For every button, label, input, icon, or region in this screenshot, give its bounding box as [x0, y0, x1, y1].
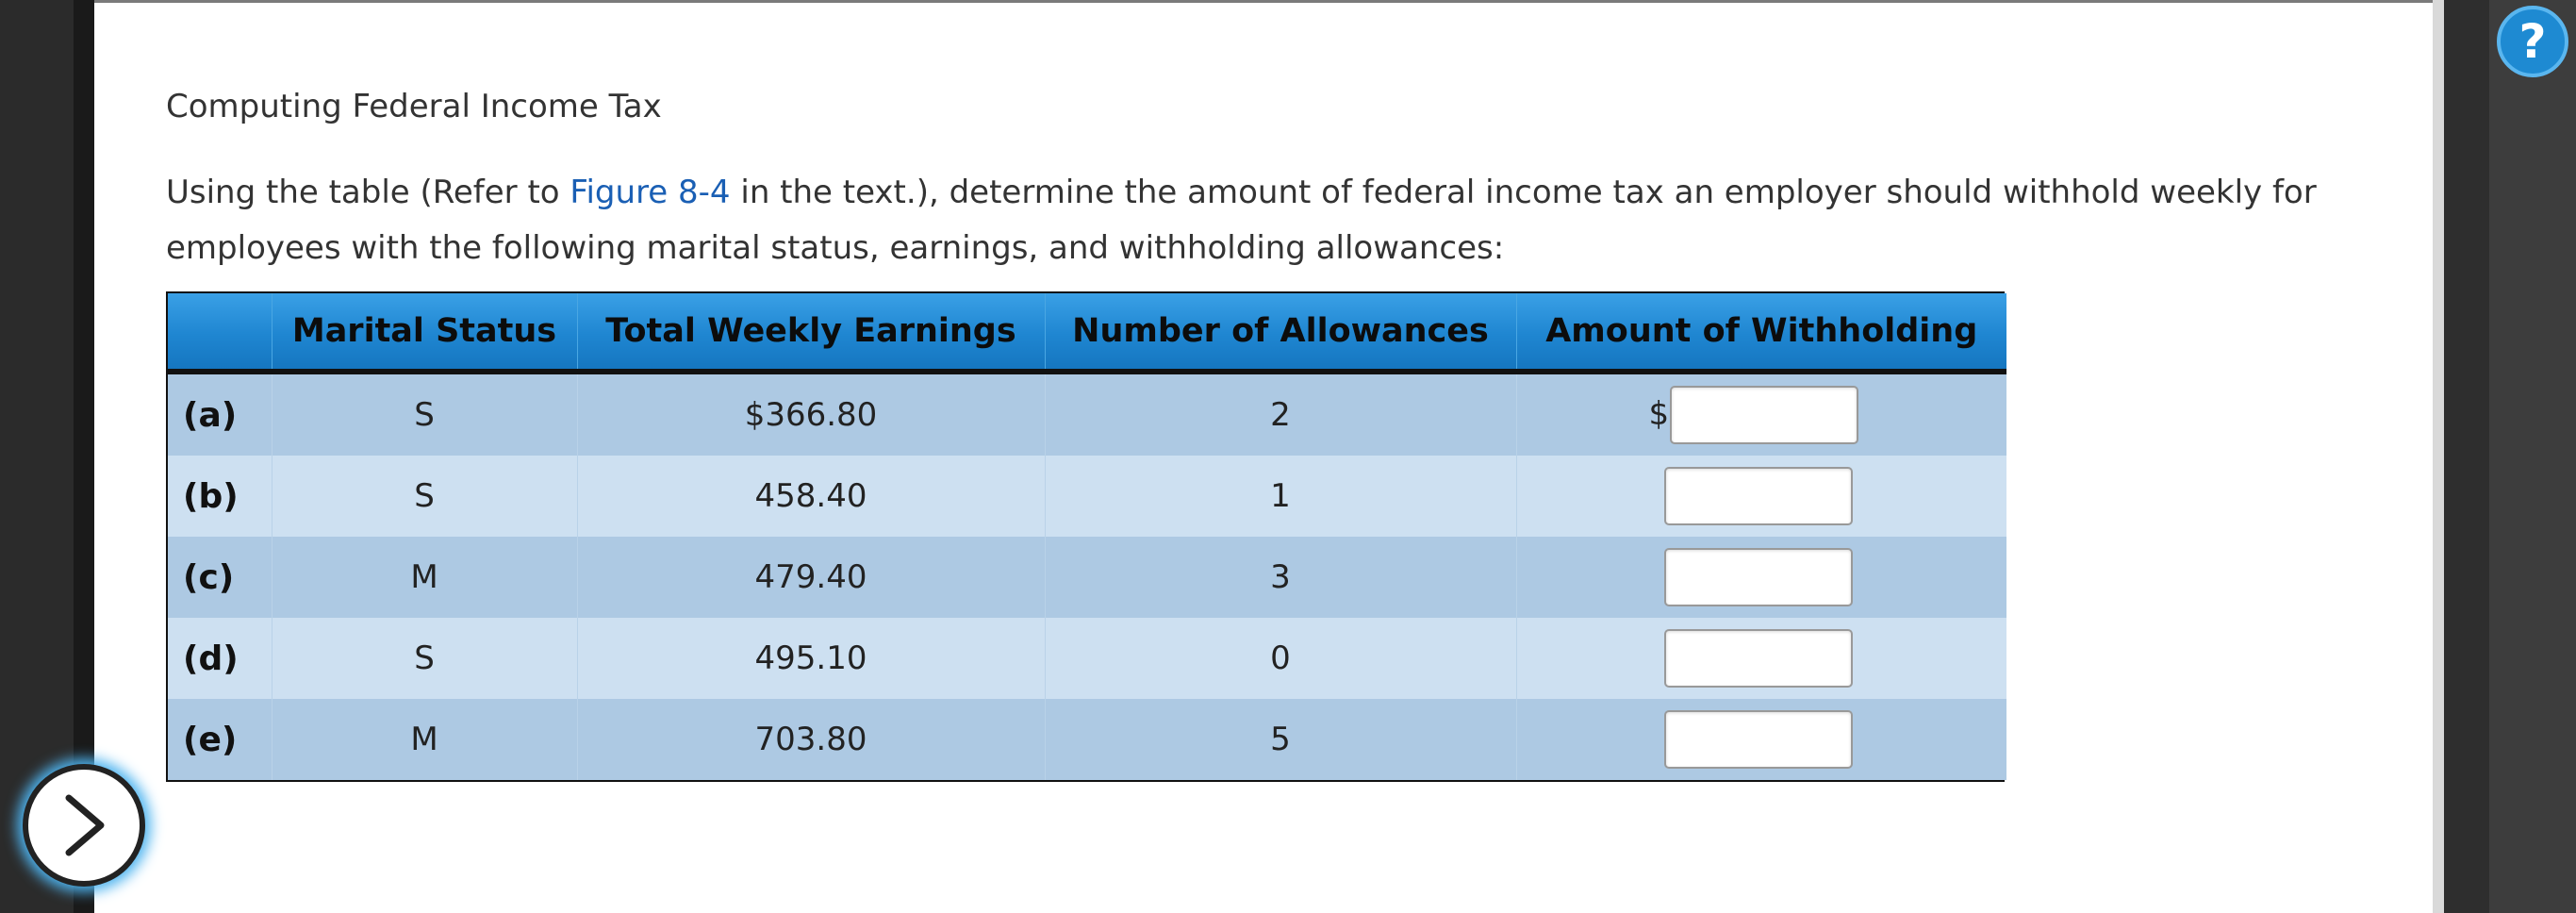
- withholding-input-b[interactable]: [1664, 467, 1853, 525]
- allowances-cell: 2: [1045, 372, 1516, 456]
- header-amount-of-withholding: Amount of Withholding: [1516, 293, 2006, 372]
- page-edge: [2433, 0, 2444, 913]
- question-instructions: [166, 165, 2429, 276]
- table-row: [168, 699, 2006, 780]
- withholding-table: [166, 291, 2005, 782]
- withholding-cell: [1516, 618, 2006, 699]
- withholding-input-e[interactable]: [1664, 710, 1853, 769]
- row-label: (e): [168, 699, 272, 780]
- allowances-cell: 3: [1045, 537, 1516, 618]
- withholding-input-c[interactable]: [1664, 548, 1853, 606]
- question-title: Computing Federal Income Tax: [166, 88, 662, 125]
- row-label: (d): [168, 618, 272, 699]
- marital-status-cell: M: [272, 699, 577, 780]
- table-header-row: [168, 293, 2006, 372]
- earnings-cell: 479.40: [577, 537, 1045, 618]
- question-page: [94, 0, 2444, 913]
- earnings-cell: 495.10: [577, 618, 1045, 699]
- table-row: [168, 618, 2006, 699]
- withholding-cell: [1516, 456, 2006, 537]
- help-button[interactable]: [2497, 6, 2568, 77]
- marital-status-cell: S: [272, 618, 577, 699]
- next-question-button[interactable]: [23, 764, 145, 887]
- row-label: (a): [168, 372, 272, 456]
- row-label: (b): [168, 456, 272, 537]
- header-number-of-allowances: Number of Allowances: [1045, 293, 1516, 372]
- allowances-cell: 5: [1045, 699, 1516, 780]
- withholding-input-d[interactable]: [1664, 629, 1853, 688]
- row-label: (c): [168, 537, 272, 618]
- figure-link[interactable]: Figure 8-4: [570, 174, 731, 211]
- question-circle-icon: ?: [2518, 14, 2547, 69]
- withholding-cell: [1516, 372, 2006, 456]
- earnings-cell: 703.80: [577, 699, 1045, 780]
- table-row: [168, 456, 2006, 537]
- earnings-cell: 458.40: [577, 456, 1045, 537]
- currency-symbol: $: [1648, 395, 1670, 433]
- earnings-cell: $366.80: [577, 372, 1045, 456]
- marital-status-cell: S: [272, 372, 577, 456]
- header-marital-status: Marital Status: [272, 293, 577, 372]
- header-row-label: [168, 293, 272, 372]
- withholding-cell: [1516, 537, 2006, 618]
- withholding-cell: [1516, 699, 2006, 780]
- table-row: [168, 537, 2006, 618]
- table-row: [168, 372, 2006, 456]
- chevron-right-icon: [58, 792, 110, 858]
- allowances-cell: 1: [1045, 456, 1516, 537]
- withholding-input-a[interactable]: [1670, 386, 1858, 444]
- right-sidebar-panel: [2489, 0, 2576, 913]
- marital-status-cell: S: [272, 456, 577, 537]
- allowances-cell: 0: [1045, 618, 1516, 699]
- instruction-text-start: Using the table (Refer to: [166, 174, 570, 211]
- header-total-weekly-earnings: Total Weekly Earnings: [577, 293, 1045, 372]
- instruction-text-end: in the text.), determine the amount of federal income tax an employer should withhold weekly for employees with the following marital status, earnings, and withholding allowances:: [166, 174, 2317, 267]
- marital-status-cell: M: [272, 537, 577, 618]
